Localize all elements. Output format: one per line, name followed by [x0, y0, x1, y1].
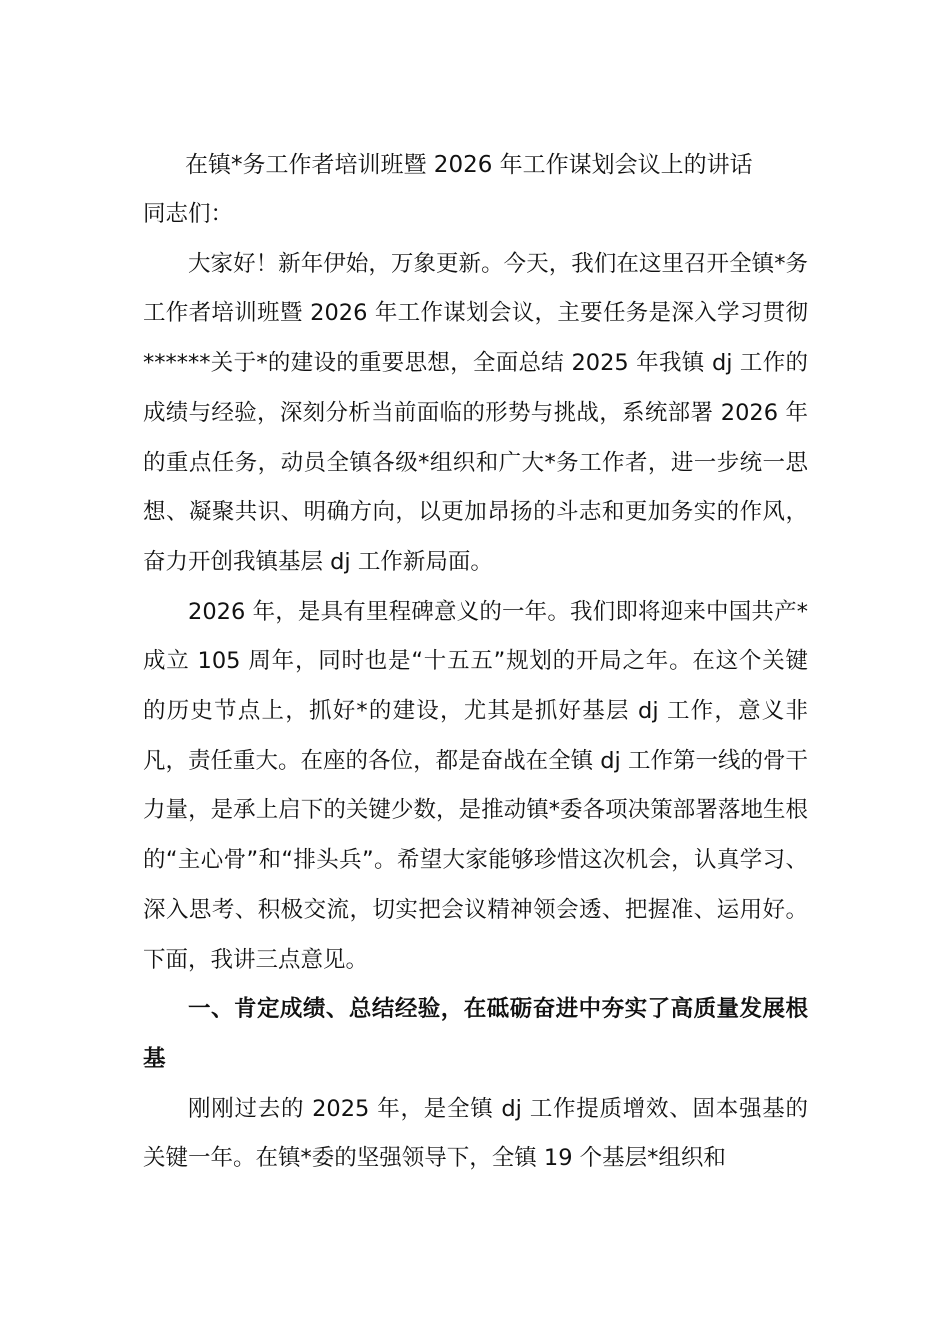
section-paragraph: 刚刚过去的 2025 年，是全镇 dj 工作提质增效、固本强基的关键一年。在镇*委的坚强领导下，全镇 19 个基层*组织和	[143, 1095, 808, 1172]
salutation: 同志们：	[143, 201, 234, 227]
document-title: 在镇*务工作者培训班暨 2026 年工作谋划会议上的讲话	[185, 152, 753, 178]
paragraph-opening: 大家好！新年伊始，万象更新。今天，我们在这里召开全镇*务工作者培训班暨 2026 年工作谋划会议，主要任务是深入学习贯彻******关于*的建设的重要思想，全面总结 2025 年我镇 dj 工作的成绩与经验，深刻分析当前面临的形势与挑战，系统部署 2026 年的重点任务，动员全镇各级*组织和广大*务工作者，进一步统一思想、凝聚共识、明确方向，以更加昂扬的斗志和更加务实的作风，奋力开创我镇基层 dj 工作新局面。	[143, 250, 808, 575]
paragraph-significance: 2026 年，是具有里程碑意义的一年。我们即将迎来中国共产*成立 105 周年，同时也是“十五五”规划的开局之年。在这个关键的历史节点上，抓好*的建设，尤其是抓好基层 dj 工作，意义非凡，责任重大。在座的各位，都是奋战在全镇 dj 工作第一线的骨干力量，是承上启下的关键少数，是推动镇*委各项决策部署落地生根的“主心骨”和“排头兵”。希望大家能够珍惜这次机会，认真学习、深入思考、积极交流，切实把会议精神领会透、把握准、运用好。下面，我讲三点意见。	[143, 598, 808, 973]
section-heading: 一、肯定成绩、总结经验，在砥砺奋进中夯实了高质量发展根基	[143, 996, 808, 1072]
document-page	[143, 140, 808, 1184]
